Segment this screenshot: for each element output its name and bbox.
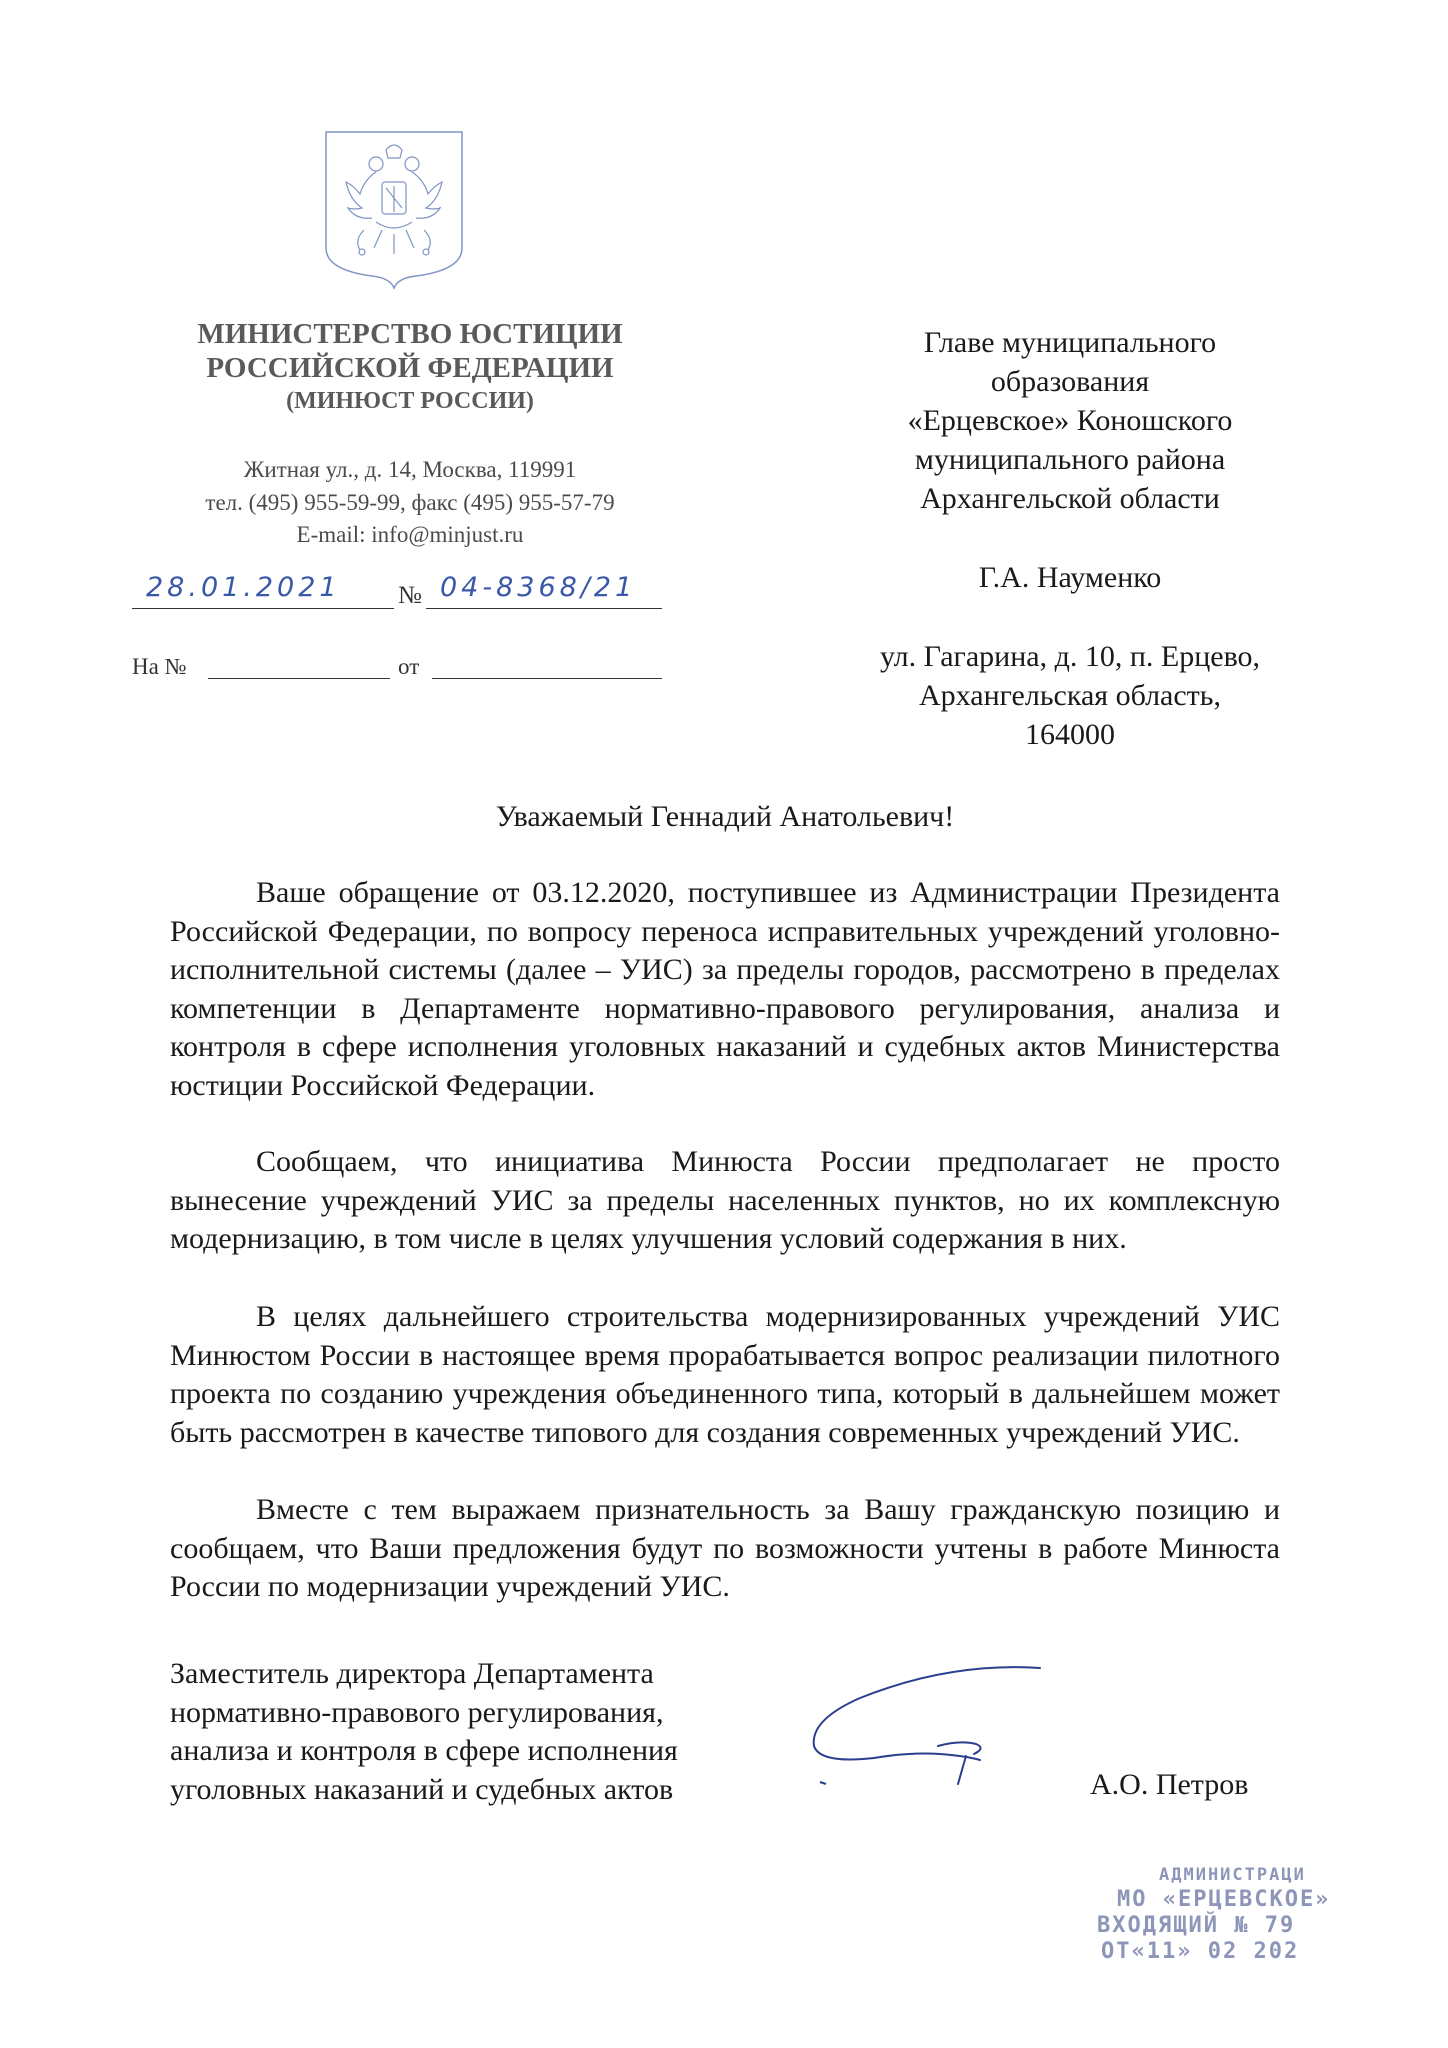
signatory-name: А.О. Петров (1090, 1768, 1249, 1801)
registration-number-label: № (398, 582, 422, 609)
stamp-line: ВХОДЯЩИЙ № 79 (1097, 1913, 1296, 1938)
incoming-stamp (1095, 1865, 1375, 1965)
body-paragraph: Сообщаем, что инициатива Минюста России предполагает не просто вынесение учреждений УИС за пределы населенных пунктов, но их комплексную модернизацию, в том числе в целях улучшения условий содержания в них. (170, 1145, 1280, 1255)
recipient-line: Архангельской области (920, 482, 1220, 515)
signatory-title-line: анализа и контроля в сфере исполнения (170, 1734, 678, 1767)
sender-org-country: РОССИЙСКОЙ ФЕДЕРАЦИИ (206, 352, 614, 384)
signatory-title-line: уголовных наказаний и судебных актов (170, 1772, 674, 1806)
sender-org-name: МИНИСТЕРСТВО ЮСТИЦИИ (197, 318, 623, 350)
recipient-line: «Ерцевское» Коношского (907, 404, 1233, 437)
recipient-address-line: Архангельская область, (919, 679, 1221, 712)
registration-number: 04-8368/21 (440, 572, 637, 603)
stamp-line: МО «ЕРЦЕВСКОЕ» (1117, 1887, 1331, 1912)
signatory-title (170, 1655, 790, 1809)
recipient-address-line: ул. Гагарина, д. 10, п. Ерцево, (879, 640, 1261, 673)
recipient-name: Г.А. Науменко (978, 561, 1162, 594)
body-paragraph: Вместе с тем выражаем признательность за Вашу гражданскую позицию и сообщаем, что Ваши предложения будут по возможности учтены в работе Минюста России по модернизации учреждений УИС. (170, 1493, 1280, 1603)
greeting: Уважаемый Геннадий Анатольевич! (495, 800, 955, 833)
recipient-line: муниципального района (914, 443, 1226, 476)
reference-number-field (208, 678, 390, 679)
signatory-title-line: нормативно-правового регулирования, (170, 1695, 664, 1729)
coat-of-arms-icon (324, 130, 464, 290)
stamp-line: ОТ«11» 02 202 (1101, 1939, 1300, 1964)
sender-email: E-mail: info@minjust.ru (296, 522, 524, 547)
sender-phone: тел. (495) 955-59-99, факс (495) 955-57-79 (205, 490, 615, 515)
signatory-title-line: Заместитель директора Департамента (170, 1657, 654, 1690)
recipient-postcode: 164000 (1025, 718, 1115, 751)
reference-date-label: от (398, 654, 420, 679)
reference-date-field (432, 678, 662, 679)
stamp-line: АДМИНИСТРАЦИ (1159, 1865, 1306, 1885)
recipient-line: Главе муниципального (923, 326, 1217, 359)
body-paragraph: Ваше обращение от 03.12.2020, поступившее из Администрации Президента Российской Федерации, по вопросу переноса исправительных учреждений уголовно-исполнительной системы (далее – УИС) за пределы городов, рассмотрено в пределах компетенции в Департаменте нормативно-правового регулирования, анализа и контроля в сфере исполнения уголовных наказаний и судебных актов Министерства юстиции Российской Федерации. (170, 876, 1280, 1102)
sender-address: Житная ул., д. 14, Москва, 119991 (243, 457, 577, 482)
body-paragraph: В целях дальнейшего строительства модернизированных учреждений УИС Минюстом России в настоящее время прорабатывается вопрос реализации пилотного проекта по созданию учреждения объединенного типа, который в дальнейшем может быть рассмотрен в качестве типового для создания современных учреждений УИС. (170, 1300, 1280, 1449)
handwritten-signature (790, 1660, 1070, 1800)
sender-org-short: (МИНЮСТ РОССИИ) (286, 388, 534, 414)
registration-date: 28.01.2021 (146, 572, 341, 603)
reference-number-label: На № (132, 654, 187, 679)
recipient-line: образования (990, 365, 1150, 398)
